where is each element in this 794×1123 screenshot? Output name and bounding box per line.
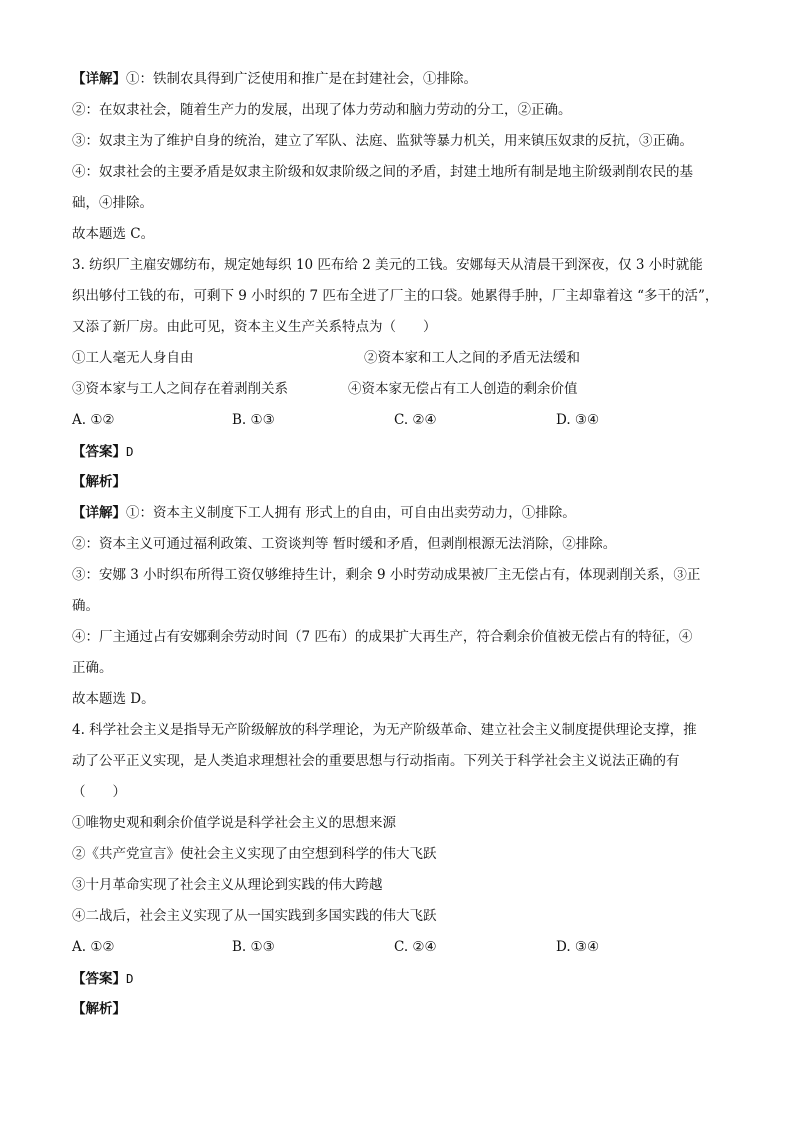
analysis-tag: 【解析】 <box>72 474 126 490</box>
q3-detail-2: ②：资本主义可通过福利政策、工资谈判等 暂时缓和矛盾，但剥削根源无法消除，②排除。 <box>72 536 617 552</box>
detail-tag: 【详解】 <box>72 71 126 87</box>
q4-answer: D <box>126 971 134 986</box>
q3-detail-line-3a <box>72 560 732 591</box>
q2-detail-4b: 础，④排除。 <box>72 195 153 211</box>
q4-statement-line-4 <box>72 901 732 932</box>
q4-stem-2: 动了公平正义实现，是人类追求理想社会的重要思想与行动指南。下列关于科学社会主义说法正确的有 <box>72 753 680 769</box>
q3-answer: D <box>126 444 134 459</box>
q3-statement-4: ④资本家无偿占有工人创造的剩余价值 <box>348 381 578 397</box>
q4-statement-2: ②《共产党宣言》使社会主义实现了由空想到科学的伟大飞跃 <box>72 846 437 862</box>
q3-option-d: D. ③④ <box>556 412 600 428</box>
q4-stem-line-1 <box>72 715 732 746</box>
q3-option-c: C. ②④ <box>394 412 437 428</box>
document-page <box>72 64 732 1025</box>
q2-detail-1: ①：铁制农具得到广泛使用和推广是在封建社会，①排除。 <box>126 71 477 87</box>
q3-statements-row-1 <box>72 343 732 374</box>
q3-option-a: A. ①② <box>72 412 115 428</box>
q3-detail-1: ①：资本主义制度下工人拥有 形式上的自由，可自由出卖劳动力，①排除。 <box>126 505 576 521</box>
q3-statement-2: ②资本家和工人之间的矛盾无法缓和 <box>364 350 580 366</box>
q2-detail-4a: ④：奴隶社会的主要矛盾是奴隶主阶级和奴隶阶级之间的矛盾，封建土地所有制是地主阶级剥削农民的基 <box>72 164 693 180</box>
q4-analysis-line <box>72 994 732 1025</box>
q3-stem-line-1 <box>72 250 732 281</box>
q3-stem-line-2 <box>72 281 732 312</box>
q4-statement-1: ①唯物史观和剩余价值学说是科学社会主义的思想来源 <box>72 815 396 831</box>
q3-detail-line-4a <box>72 622 732 653</box>
q3-stem-3: 又添了新厂房。由此可见，资本主义生产关系特点为（ ） <box>72 319 437 335</box>
q4-stem-line-3 <box>72 777 732 808</box>
q3-stem-line-3 <box>72 312 732 343</box>
analysis-tag: 【解析】 <box>72 1001 126 1017</box>
q4-stem-line-2 <box>72 746 732 777</box>
q4-stem-3: （ ） <box>72 784 126 800</box>
q3-detail-3b: 确。 <box>72 598 99 614</box>
q2-detail-line-3 <box>72 126 732 157</box>
q4-option-d: D. ③④ <box>556 939 600 955</box>
q4-statement-line-3 <box>72 870 732 901</box>
q3-stem-2: 织出够付工钱的布，可剩下 9 小时织的 7 匹布全进了厂主的口袋。她累得手肿，厂主却靠着这 “多干的活”， <box>72 288 719 304</box>
q3-detail-line-2 <box>72 529 732 560</box>
q3-statement-1: ①工人毫无人身自由 <box>72 350 194 366</box>
q4-option-c: C. ②④ <box>394 939 437 955</box>
q3-statement-3: ③资本家与工人之间存在着剥削关系 <box>72 381 288 397</box>
q3-detail-line-3b <box>72 591 732 622</box>
q4-option-b: B. ①③ <box>232 939 275 955</box>
q3-detail-4a: ④：厂主通过占有安娜剩余劳动时间（7 匹布）的成果扩大再生产，符合剩余价值被无偿占有的特征，④ <box>72 629 693 645</box>
q2-conclusion <box>72 219 732 250</box>
q3-analysis-line <box>72 467 732 498</box>
q3-detail-4b: 正确。 <box>72 660 113 676</box>
q4-stem-1: 4. 科学社会主义是指导无产阶级解放的科学理论，为无产阶级革命、建立社会主义制度提供理论支撑，推 <box>72 722 697 738</box>
answer-tag: 【答案】 <box>72 971 126 987</box>
q4-options-row <box>72 932 732 963</box>
q3-detail-line-4b <box>72 653 732 684</box>
q3-statements-row-2 <box>72 374 732 405</box>
q4-statement-3: ③十月革命实现了社会主义从理论到实践的伟大跨越 <box>72 877 383 893</box>
q3-option-b: B. ①③ <box>232 412 275 428</box>
q3-answer-line <box>72 436 732 467</box>
q3-detail-3a: ③：安娜 3 小时织布所得工资仅够维持生计，剩余 9 小时劳动成果被厂主无偿占有，体现剥削关系，③正 <box>72 567 701 583</box>
q4-option-a: A. ①② <box>72 939 115 955</box>
q3-conclusion <box>72 684 732 715</box>
q2-detail-line-4a <box>72 157 732 188</box>
q2-detail-line-1 <box>72 64 732 95</box>
detail-tag: 【详解】 <box>72 505 126 521</box>
q3-options-row <box>72 405 732 436</box>
q2-conclusion-text: 故本题选 C。 <box>72 226 155 242</box>
q3-conclusion-text: 故本题选 D。 <box>72 691 155 707</box>
q4-answer-line <box>72 963 732 994</box>
q2-detail-line-4b <box>72 188 732 219</box>
q4-statement-line-1 <box>72 808 732 839</box>
q4-statement-line-2 <box>72 839 732 870</box>
q4-statement-4: ④二战后，社会主义实现了从一国实践到多国实践的伟大飞跃 <box>72 908 437 924</box>
q3-detail-line-1 <box>72 498 732 529</box>
q3-stem-1: 3. 纺织厂主雇安娜纺布，规定她每织 10 匹布给 2 美元的工钱。安娜每天从清晨干到深夜，仅 3 小时就能 <box>72 257 703 273</box>
answer-tag: 【答案】 <box>72 444 126 460</box>
q2-detail-2: ②：在奴隶社会，随着生产力的发展，出现了体力劳动和脑力劳动的分工，②正确。 <box>72 102 572 118</box>
q2-detail-line-2 <box>72 95 732 126</box>
q2-detail-3: ③：奴隶主为了维护自身的统治，建立了军队、法庭、监狱等暴力机关，用来镇压奴隶的反抗，③正确。 <box>72 133 693 149</box>
